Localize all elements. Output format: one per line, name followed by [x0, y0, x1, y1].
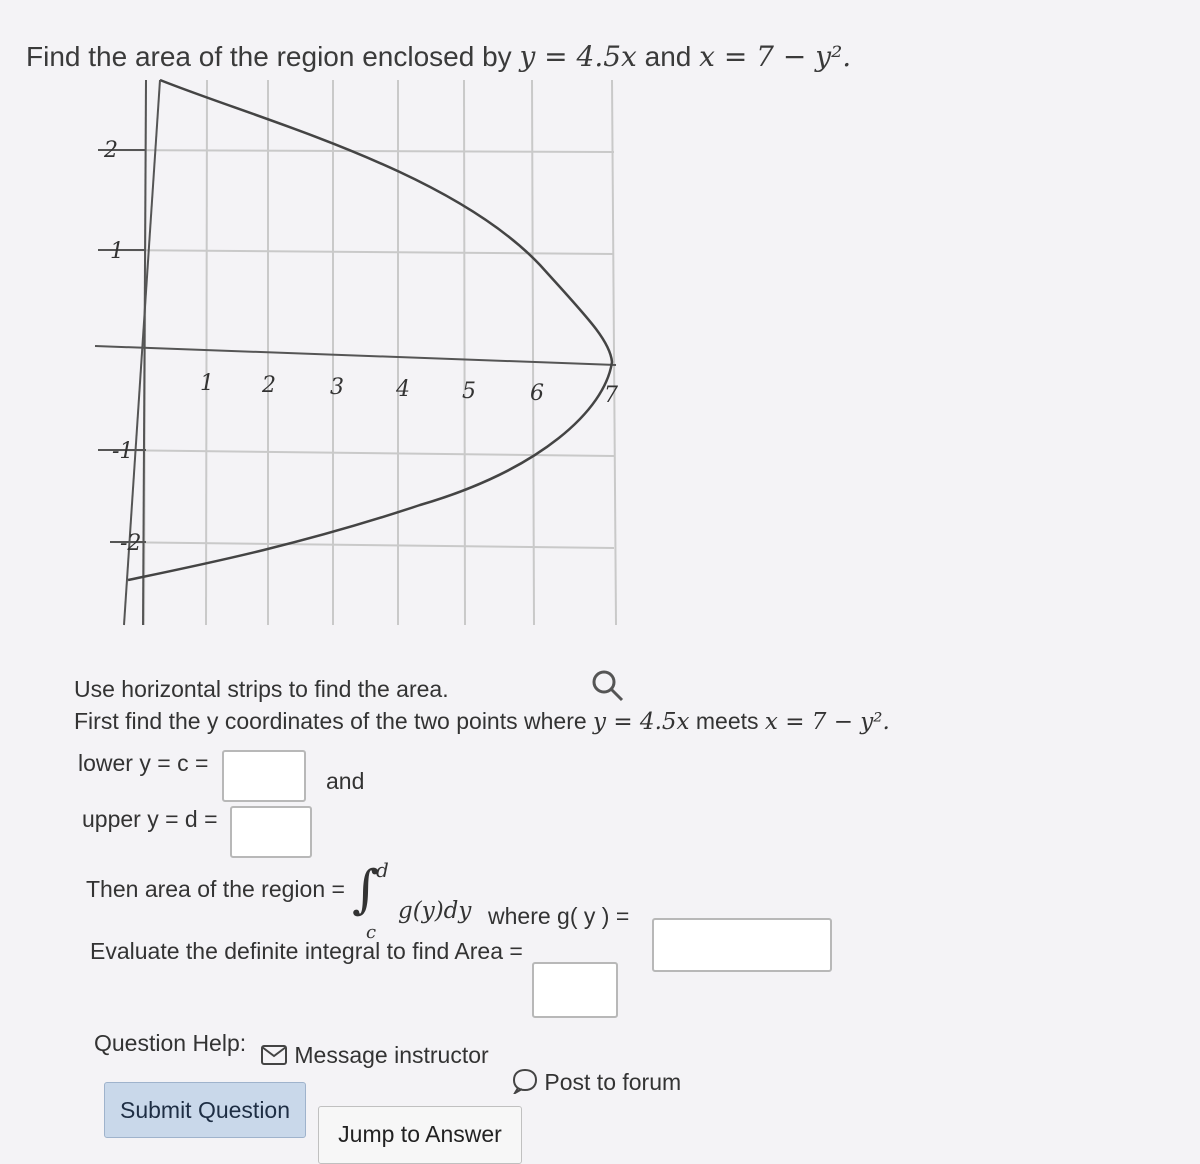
integral-symbol: ∫ [352, 860, 380, 920]
jump-to-answer-button[interactable]: Jump to Answer [318, 1106, 522, 1164]
x-tick-labels [200, 371, 618, 408]
where-g-label: where g( y ) = [488, 903, 630, 929]
upper-y-label: upper y = d = [82, 806, 218, 832]
x-tick-1: 1 [200, 371, 214, 396]
g-of-y-input[interactable] [652, 918, 832, 972]
y-tick-2: 2 [104, 138, 118, 163]
area-input[interactable] [532, 962, 618, 1018]
question-help: Question Help: [94, 1030, 247, 1056]
integrand: g(y)dy [398, 898, 472, 924]
area-region-label: Then area of the region = [86, 876, 345, 902]
evaluate-label: Evaluate the definite integral to find Area = [90, 938, 523, 964]
region-graph [0, 70, 680, 650]
integral-lower-limit: c [366, 922, 377, 943]
instruction-line-1: Use horizontal strips to find the area. [74, 676, 449, 702]
x-tick-6: 6 [530, 381, 544, 406]
mail-icon [260, 1044, 288, 1066]
y-tick-neg2: -2 [120, 531, 142, 556]
magnifier-icon[interactable] [590, 668, 626, 704]
chat-bubble-icon [512, 1068, 538, 1094]
post-to-forum-link[interactable]: Post to forum [512, 1068, 681, 1096]
lower-y-input[interactable] [222, 750, 306, 802]
message-instructor-link[interactable]: Message instructor [260, 1042, 489, 1069]
instruction-line-2: First find the y coordinates of the two points where y = 4.5x meets x = 7 − y². [74, 708, 890, 735]
parabola-curve [128, 80, 612, 580]
x-tick-4: 4 [396, 377, 410, 402]
y-tick-1: 1 [110, 239, 124, 264]
lower-y-label: lower y = c = [78, 750, 209, 776]
x-tick-2: 2 [262, 373, 276, 398]
integral-upper-limit: d [376, 858, 389, 882]
x-tick-7: 7 [604, 383, 618, 408]
upper-y-input[interactable] [230, 806, 312, 858]
y-tick-neg1: -1 [112, 439, 134, 464]
grid-lines [110, 80, 616, 625]
and-label: and [326, 768, 365, 794]
x-tick-3: 3 [330, 375, 344, 400]
submit-question-button[interactable]: Submit Question [104, 1082, 306, 1138]
question-text: Find the area of the region enclosed by y = 4.5x and x = 7 − y². [26, 40, 852, 73]
x-tick-5: 5 [462, 379, 476, 404]
